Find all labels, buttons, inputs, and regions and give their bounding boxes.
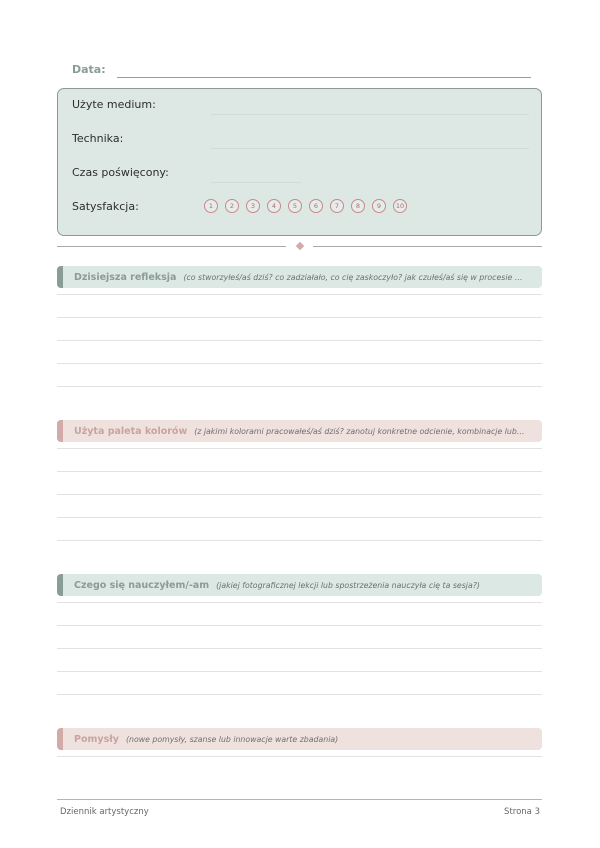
writing-line[interactable] [57,471,542,472]
rating-option[interactable]: 10 [393,199,407,213]
writing-line[interactable] [57,540,542,541]
session-info-box [57,88,542,236]
section-title: Użyta paleta kolorów [74,425,188,437]
writing-line[interactable] [57,294,542,295]
section-title: Czego się nauczyłem/-am [74,579,210,591]
section-accent-bar [57,728,63,750]
page-number: Strona 3 [504,807,540,817]
writing-line[interactable] [57,671,542,672]
section-header-reflection [57,266,542,288]
section-hint: (nowe pomysły, szanse lub innowacje warte zbadania) [125,734,339,744]
divider-line [313,246,542,247]
technique-field[interactable] [211,148,529,149]
rating-option[interactable]: 7 [330,199,344,213]
rating-option[interactable]: 6 [309,199,323,213]
section-accent-bar [57,266,63,288]
rating-option[interactable]: 2 [225,199,239,213]
rating-option[interactable]: 5 [288,199,302,213]
section-header-ideas [57,728,542,750]
rating-option[interactable]: 9 [372,199,386,213]
technique-label: Technika: [72,132,124,145]
writing-line[interactable] [57,317,542,318]
section-accent-bar [57,420,63,442]
section-title: Pomysły [74,733,119,745]
rating-option[interactable]: 3 [246,199,260,213]
writing-line[interactable] [57,648,542,649]
medium-label: Użyte medium: [72,98,156,111]
divider-line [57,246,286,247]
section-hint: (co stworzyłeś/aś dziś? co zadziałało, co cię zaskoczyło? jak czułeś/aś się w procesie … [183,272,523,282]
date-label: Data: [72,63,106,76]
writing-line[interactable] [57,363,542,364]
writing-line[interactable] [57,494,542,495]
diamond-icon [296,242,304,250]
section-hint: (jakiej fotograficznej lekcji lub spostrzeżenia nauczyła cię ta sesja?) [216,580,480,590]
footer-journal-name: Dziennik artystyczny [60,807,149,817]
writing-line[interactable] [57,448,542,449]
writing-line[interactable] [57,517,542,518]
rating-option[interactable]: 8 [351,199,365,213]
writing-line[interactable] [57,694,542,695]
section-header-palette [57,420,542,442]
section-accent-bar [57,574,63,596]
writing-line[interactable] [57,340,542,341]
medium-field[interactable] [211,114,529,115]
satisfaction-rating [204,199,407,213]
writing-line[interactable] [57,386,542,387]
time-spent-field[interactable] [211,182,301,183]
section-hint: (z jakimi kolorami pracowałeś/aś dziś? zanotuj konkretne odcienie, kombinacje lub… [194,426,525,436]
satisfaction-label: Satysfakcja: [72,200,139,213]
writing-line[interactable] [57,602,542,603]
writing-line[interactable] [57,756,542,757]
footer-divider [57,799,542,800]
time-spent-label: Czas poświęcony: [72,166,169,179]
section-header-learned [57,574,542,596]
writing-line[interactable] [57,625,542,626]
rating-option[interactable]: 4 [267,199,281,213]
section-title: Dzisiejsza refleksja [74,271,177,283]
rating-option[interactable]: 1 [204,199,218,213]
date-input-line[interactable] [117,77,531,78]
